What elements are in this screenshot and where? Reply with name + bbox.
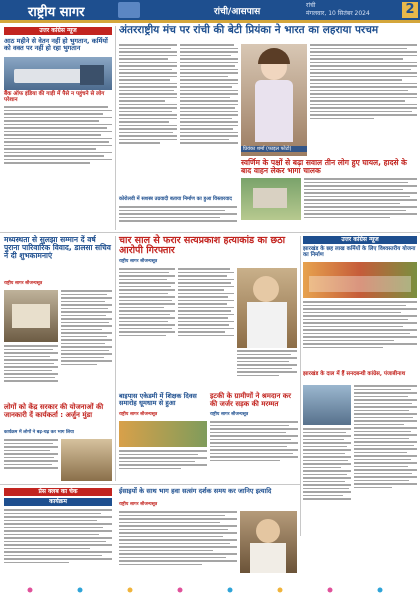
left-mid-dept: राष्ट्रीय सागर सौजन्यसूत्र [4,281,43,286]
bottom-photo [240,511,297,573]
story2-headline: स्वर्णिम के पक्षों से बढ़ा सवाल तीन लोग हुए घायल, हादसे के बाद वाहन लेकर भागा चालक [241,158,407,176]
mid-low2-body [210,421,298,481]
column-divider-3 [300,236,301,536]
right-headline: झारखंड के छह लाख कर्मियों के लिए विश्वस्तरीय योजना का निर्माण [303,246,416,258]
center-photo [237,268,297,348]
mid-low2-headline: इटकी के ग्रामीणों ने श्रमदान कर की जर्जर सड़क की मरम्मत [210,392,292,408]
bottom-divider [0,484,300,485]
mid-low-headline: बाइपास एकेडमी में शिक्षक दिवस समारोह धूमधाम से हुआ [119,392,197,408]
bottom-left-body [4,509,112,584]
right-strip: उत्तर कांग्रेस न्यूज [303,236,417,244]
story2-photo [241,178,301,220]
right-sub-body [354,385,417,535]
left-mid-body2 [4,345,58,400]
city-label: रांची [306,2,316,9]
edition-label: रांची/आसपास [214,7,261,17]
mid-low2-dept: राष्ट्रीय सागर सौजन्यसूत्र [210,412,249,417]
lead-body-col2 [180,44,238,194]
lead-headline: अंतरराष्ट्रीय मंच पर रांची की बेटी प्रियंका ने भारत का लहराया परचम [119,24,379,36]
section-divider [0,232,420,233]
left-low-photo [61,439,112,481]
mid-low-body [119,450,207,480]
lead-body-col3 [310,44,417,156]
center-headline: चार साल से फरार सत्यप्रकाश हत्याकांड का छठा आरोपी गिरफ्तार [119,235,286,257]
lead-photo [241,44,307,156]
right-sub: झारखंड के दाल में हैं सनदबन्धी कांग्रेस, पंजाबीनाथ [303,371,406,377]
center-body-col3 [237,350,297,390]
masthead-title: राष्ट्रीय सागर [28,5,85,20]
left-low-headline: लोगों को केंद्र सरकार की योजनाओं की जानकारी दें कार्यकर्ता : अर्जुन मुंडा [4,403,104,419]
bottom-body [119,511,237,584]
mid-low-dept: राष्ट्रीय सागर सौजन्यसूत्र [119,412,158,417]
left-low-body [4,439,58,481]
date-label: मंगलवार, 10 सितंबर 2024 [306,10,370,17]
left-mid-headline: मध्यस्थता से सुलझा सम्मान दें वर्ष पुराना पारिवारिक विवाद, डालसा सचिव ने दी शुभकामनाएं [4,235,111,261]
story2-body-left [119,206,237,230]
top-left-body [4,106,112,188]
right-sub-body2 [303,428,351,535]
left-mid-body [61,290,112,400]
right-body [303,301,417,369]
right-sub-photo [303,385,351,425]
top-left-photo [4,57,112,90]
bottom-sub-strip: कार्यक्रम [4,498,112,506]
top-left-strip: उत्तर कांग्रेस न्यूज [4,27,112,35]
center-body-col1 [119,268,175,368]
bottom-strip: प्रेस क्लब का चेक [4,488,112,496]
top-left-headline: आठ महीने से वेतन नहीं हो भुगतान, कर्मियों को वक्त पर नहीं हो रहा भुगतान [4,37,108,53]
top-left-sub: बैंक ऑफ इंडिया की गाड़ी में पैसे न पहुंचने से लोग परेशान [4,91,105,103]
masthead-logo-icon [118,2,140,18]
center-body-col2 [178,268,234,368]
decorative-bottom-band [0,586,420,594]
right-photo [303,262,417,298]
bottom-headline: ईसाइयों के साथ भाग हवा सत्संग दर्शक समय कर जानिए इत्यादि [119,487,272,495]
mid-low-photo [119,421,207,447]
left-low-kicker: कार्यक्रम में लोगों ने बढ़-चढ़ कर भाग लिया [4,430,74,435]
masthead [0,0,420,20]
story2-body-right [304,178,417,230]
left-mid-photo [4,290,58,342]
story2-kicker: कोरोलवी में सशस्त्र उग्रवादी बताया निर्माण का हुआ विस्तारवाद [119,196,232,202]
lead-photo-caption: प्रियंका शर्मा (फाइल फोटो) [241,146,307,152]
bottom-dept: राष्ट्रीय सागर सौजन्यसूत्र [119,502,158,507]
lead-body-col1 [119,44,177,194]
page-number: 2 [402,2,418,18]
column-divider [115,26,116,230]
masthead-underline [0,20,420,23]
column-divider-2 [115,236,116,481]
center-dept: राष्ट्रीय सागर सौजन्यसूत्र [119,259,158,264]
date-block [306,2,370,18]
